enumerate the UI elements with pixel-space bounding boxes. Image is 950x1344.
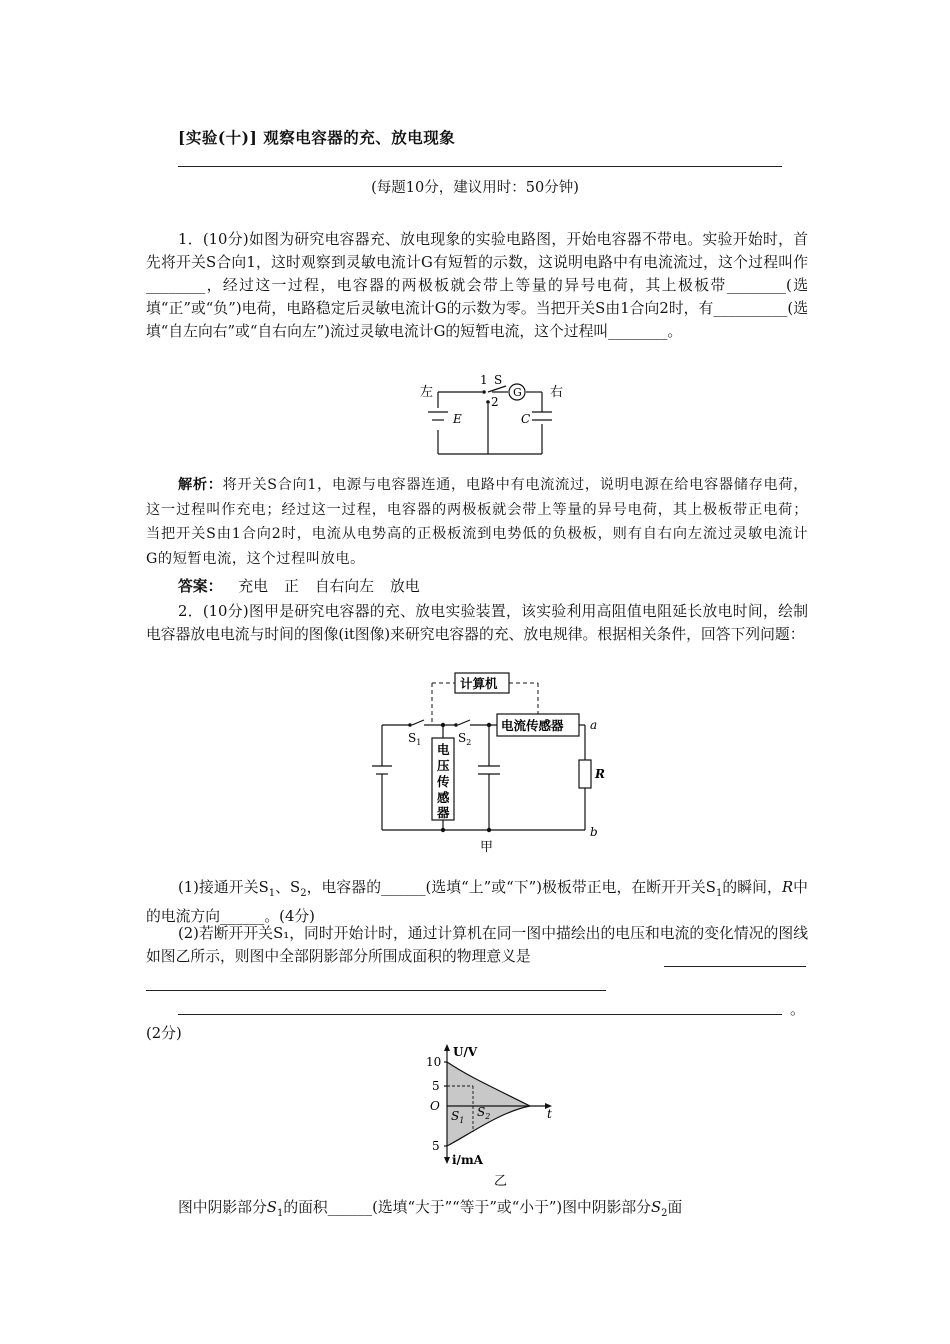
analysis-text: 将开关S合向1，电源与电容器连通，电路中有电流流过，说明电源在给电容器储存电荷，这一过程叫作充电；经过这一过程，电容器的两极板就会带上等量的异号电荷，其上极板带正电荷；当把开关S由1合向2时，电流从电势高的正极板流到电势低的负极板，则有自右向左流过灵敏电流计G的短暂电流，这个过程叫放电。 <box>146 477 808 567</box>
circuit-figure-2 <box>368 670 618 855</box>
area-s2-label: $S_2$ <box>477 1105 491 1121</box>
voltage-sensor-char: 压 <box>437 758 450 773</box>
node-a-label: a <box>590 718 598 732</box>
label-left: 左 <box>420 385 434 400</box>
label-capacitor: C <box>521 412 531 426</box>
page-title: [实验(十)] 观察电容器的充、放电现象 <box>178 128 456 147</box>
voltage-sensor-char: 电 <box>437 742 450 757</box>
answer-blank <box>664 966 806 967</box>
voltage-sensor-char: 感 <box>437 790 450 805</box>
resistor-label: R <box>595 767 605 781</box>
question-1-text: 1．(10分)如图为研究电容器充、放电现象的实验电路图，开始电容器不带电。实验开始时，首先将开关S合向1，这时观察到灵敏电流计G有短暂的示数，这说明电路中有电流流过，这个过程叫作________，经过这一过程，电容器的两极板就会带上等量的异号电荷，其上极板带________(选填“正”或“负”)电荷，电路稳定后灵敏电流计G的示数为零。当把开关S由1合向2时，有__________(选填“自左向右”或“自右向左”)流过灵敏电流计G的短暂电流，这个过程叫________。 <box>146 231 808 340</box>
u-tick-5: 5 <box>432 1079 440 1093</box>
i-tick-5: 5 <box>432 1139 440 1153</box>
answer-blank <box>146 990 606 991</box>
galvanometer-icon: G <box>513 386 522 399</box>
node-b-label: b <box>590 825 598 839</box>
points-note: (2分) <box>146 1025 182 1042</box>
ui-graph-figure <box>420 1042 560 1192</box>
question-2-final-line: 图中阴影部分$S_1$的面积______(选填“大于”“等于”或“小于”)图中阴影部分$S_2$面 <box>178 1199 683 1219</box>
switch-s1-label: $S_1$ <box>408 731 422 747</box>
question-2-part-2: (2)若断开开关S₁，同时开始计时，通过计算机在同一图中描绘出的电压和电流的变化情况的图线如图乙所示，则图中全部阴影部分所围成面积的物理意义是 <box>146 925 808 965</box>
circuit-figure-1 <box>418 372 568 462</box>
computer-label: 计算机 <box>460 676 498 691</box>
label-pos1: 1 <box>480 373 488 387</box>
analysis-label: 解析： <box>178 477 223 493</box>
question-1-answer <box>146 575 808 598</box>
title-divider <box>178 166 782 167</box>
figure-a-caption: 甲 <box>480 840 494 855</box>
question-2-text: 2．(10分)图甲是研究电容器的充、放电实验装置，该实验利用高阻值电阻延长放电时间，绘制电容器放电电流与时间的图像(it图像)来研究电容器的充、放电规律。根据相关条件，回答下列问题： <box>146 603 808 643</box>
voltage-sensor-char: 器 <box>437 805 450 820</box>
answer-item: 充电 <box>238 578 269 595</box>
u-tick-10: 10 <box>426 1055 442 1069</box>
label-battery: E <box>453 412 462 426</box>
figure-b-caption: 乙 <box>494 1174 508 1189</box>
answer-blank <box>178 1014 782 1015</box>
answer-item: 放电 <box>390 578 420 595</box>
voltage-sensor-char: 传 <box>437 774 450 789</box>
answer-label: 答案： <box>178 578 223 595</box>
answer-item: 正 <box>284 578 299 595</box>
period-mark: 。 <box>790 1000 806 1018</box>
t-axis-label: t <box>547 1107 552 1121</box>
i-axis-label: i/mA <box>452 1153 483 1167</box>
answer-item: 自右向左 <box>314 578 375 595</box>
label-right: 右 <box>550 385 564 400</box>
current-sensor-label: 电流传感器 <box>501 718 564 733</box>
timing-note: (每题10分，建议用时：50分钟) <box>371 180 579 196</box>
label-pos2: 2 <box>491 395 499 409</box>
question-1-analysis <box>146 473 808 571</box>
label-switch: S <box>494 373 503 387</box>
area-s1-label: $S_1$ <box>451 1109 465 1125</box>
u-axis-label: U/V <box>453 1045 478 1059</box>
switch-s2-label: $S_2$ <box>458 731 472 747</box>
question-2-part-1: (1)接通开关$S_1$、$S_2$，电容器的______(选填“上”或“下”)极板带正电，在断开开关$S_1$的瞬间，R中的电流方向______。(4分) <box>146 879 808 925</box>
origin-label: O <box>430 1099 440 1113</box>
